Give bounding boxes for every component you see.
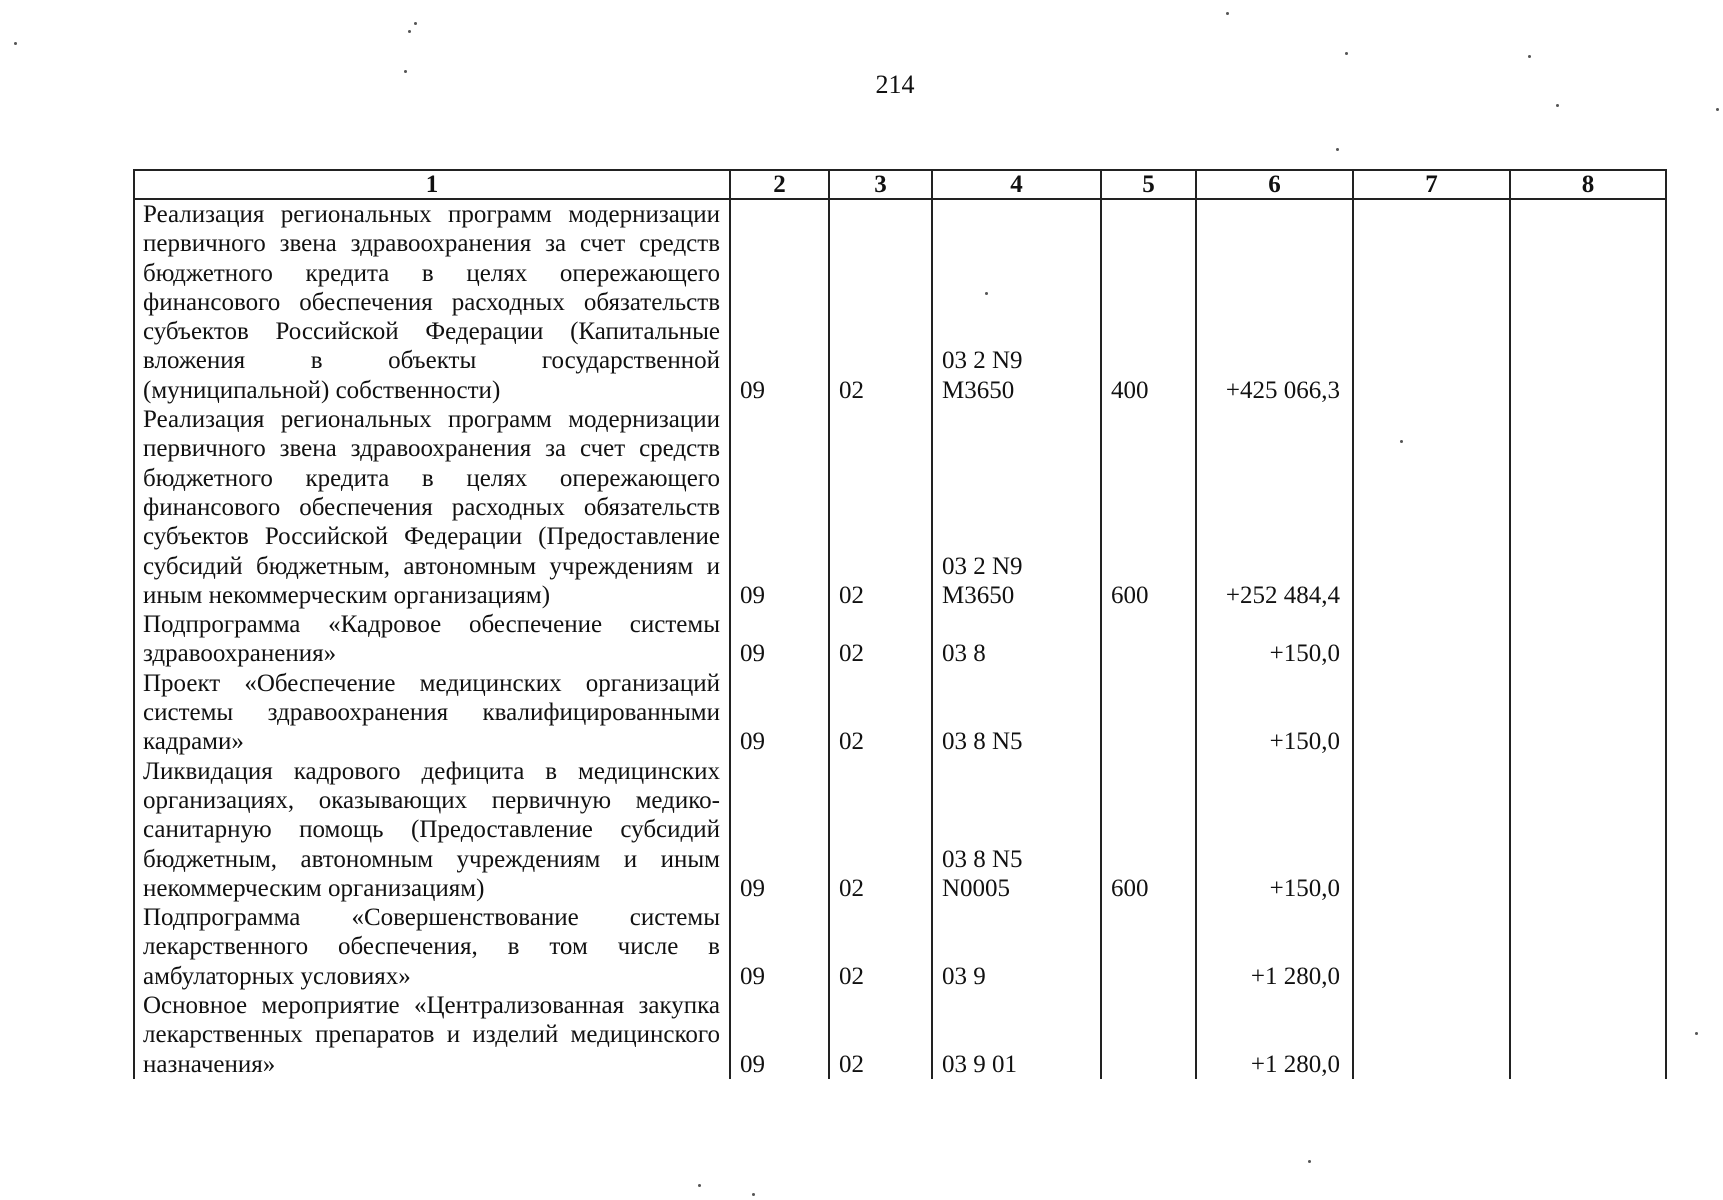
scan-speck [1716,108,1719,111]
row-expense-type: 600 [1101,757,1196,903]
row-col8 [1510,669,1666,757]
column-header: 8 [1510,170,1666,199]
row-col7 [1353,199,1510,405]
row-col7 [1353,669,1510,757]
row-name: Реализация региональных программ модернизации первичного звена здравоохранения за счет средств бюджетного кредита в целях опережающего финансового обеспечения расходных обязательств субъектов Российской Федерации (Предоставление субсидий бюджетным, автономным учреждениям и иным некоммерческим организациям) [134,405,730,610]
row-amount: +1 280,0 [1196,903,1353,991]
row-col7 [1353,903,1510,991]
row-expense-type [1101,669,1196,757]
row-col7 [1353,405,1510,610]
row-target-article: 03 8 N5 N0005 [932,757,1101,903]
row-amount: +150,0 [1196,669,1353,757]
row-col8 [1510,199,1666,405]
scan-speck [1345,52,1348,55]
row-col7 [1353,991,1510,1079]
column-header: 5 [1101,170,1196,199]
column-header: 7 [1353,170,1510,199]
column-header: 3 [829,170,932,199]
row-name: Основное мероприятие «Централизованная закупка лекарственных препаратов и изделий медицинского назначения» [134,991,730,1079]
row-name: Реализация региональных программ модернизации первичного звена здравоохранения за счет средств бюджетного кредита в целях опережающего финансового обеспечения расходных обязательств субъектов Российской Федерации (Капитальные вложения в объекты государственной (муниципальной) собственности) [134,199,730,405]
row-expense-type [1101,903,1196,991]
row-amount: +425 066,3 [1196,199,1353,405]
scan-speck [1308,1160,1311,1163]
table-row [134,199,1666,405]
row-subsection: 02 [829,199,932,405]
row-target-article: 03 8 N5 [932,669,1101,757]
column-header: 1 [134,170,730,199]
row-section: 09 [730,405,829,610]
row-col8 [1510,610,1666,669]
row-section: 09 [730,199,829,405]
scan-speck [404,70,407,73]
scan-speck [698,1184,701,1187]
table-header-row [134,170,1666,199]
column-header: 6 [1196,170,1353,199]
row-col7 [1353,610,1510,669]
scan-speck [1695,1032,1698,1035]
row-target-article: 03 8 [932,610,1101,669]
budget-table [133,169,1667,1079]
row-section: 09 [730,669,829,757]
row-subsection: 02 [829,903,932,991]
table-row [134,903,1666,991]
table-row [134,991,1666,1079]
row-subsection: 02 [829,610,932,669]
row-section: 09 [730,991,829,1079]
table-row [134,757,1666,903]
scan-speck [414,22,417,25]
row-subsection: 02 [829,757,932,903]
row-expense-type: 400 [1101,199,1196,405]
row-target-article: 03 9 01 [932,991,1101,1079]
row-name: Подпрограмма «Совершенствование системы лекарственного обеспечения, в том числе в амбулаторных условиях» [134,903,730,991]
table-row [134,610,1666,669]
row-amount: +1 280,0 [1196,991,1353,1079]
page-number: 214 [875,70,915,99]
row-name: Проект «Обеспечение медицинских организаций системы здравоохранения квалифицированными кадрами» [134,669,730,757]
row-amount: +252 484,4 [1196,405,1353,610]
row-col7 [1353,757,1510,903]
row-amount: +150,0 [1196,610,1353,669]
row-subsection: 02 [829,669,932,757]
row-section: 09 [730,903,829,991]
row-expense-type [1101,610,1196,669]
row-name: Подпрограмма «Кадровое обеспечение системы здравоохранения» [134,610,730,669]
scan-speck [1226,12,1229,15]
scan-speck [1556,104,1559,107]
row-subsection: 02 [829,991,932,1079]
scan-speck [752,1193,755,1196]
column-header: 2 [730,170,829,199]
row-col8 [1510,991,1666,1079]
row-expense-type: 600 [1101,405,1196,610]
row-expense-type [1101,991,1196,1079]
row-section: 09 [730,757,829,903]
column-header: 4 [932,170,1101,199]
table-row [134,669,1666,757]
scan-speck [1528,55,1531,58]
row-target-article: 03 2 N9 M3650 [932,199,1101,405]
scan-speck [1336,148,1339,151]
row-col8 [1510,903,1666,991]
row-subsection: 02 [829,405,932,610]
row-target-article: 03 2 N9 M3650 [932,405,1101,610]
row-section: 09 [730,610,829,669]
table-row [134,405,1666,610]
row-target-article: 03 9 [932,903,1101,991]
row-name: Ликвидация кадрового дефицита в медицинских организациях, оказывающих первичную медико-санитарную помощь (Предоставление субсидий бюджетным, автономным учреждениям и иным некоммерческим организациям) [134,757,730,903]
row-col8 [1510,405,1666,610]
scan-speck [14,42,17,45]
row-amount: +150,0 [1196,757,1353,903]
row-col8 [1510,757,1666,903]
scan-speck [408,30,411,33]
